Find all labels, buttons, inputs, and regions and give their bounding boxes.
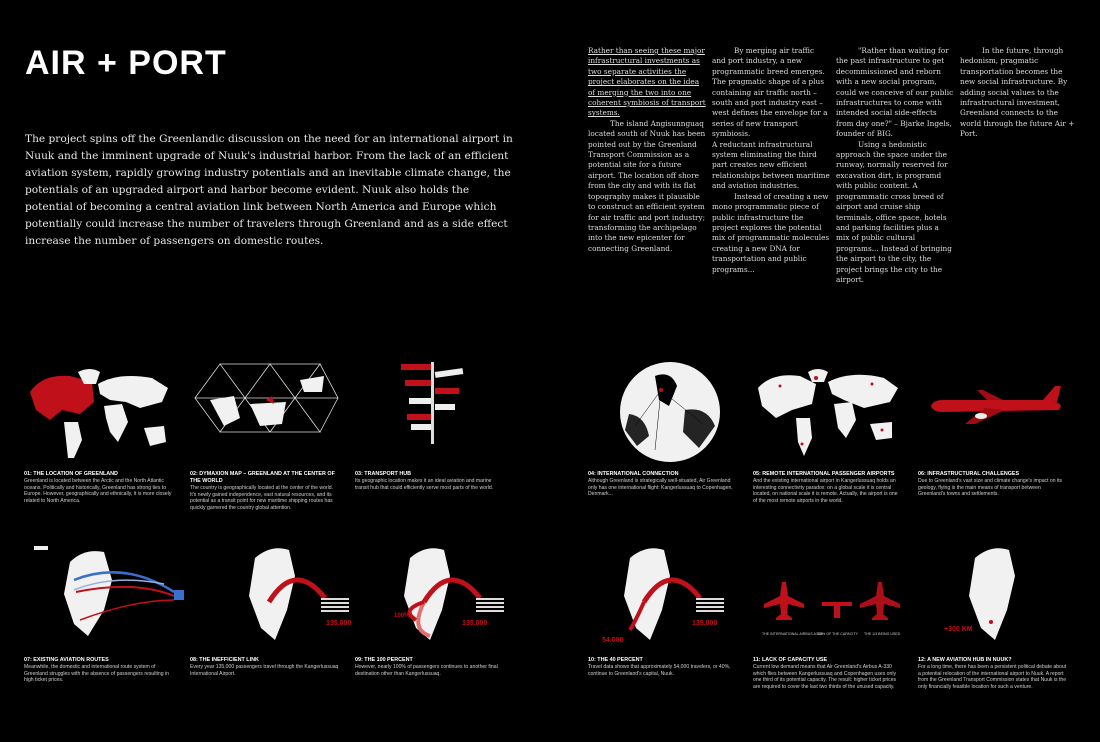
figure-caption xyxy=(918,471,1068,498)
column-paragraph: In the future, through hedonism, pragmatic transportation becomes the new social infrastructure. By adding social values to the infrastructural investment, Greenland connects to the world through the future Air + Port. xyxy=(960,46,1075,139)
figure-caption xyxy=(355,471,505,491)
caption-title: 10: THE 40 PERCENT xyxy=(588,657,643,663)
caption-text: However, nearly 100% of passengers continues to another final destination other than Kangerlussuaq. xyxy=(355,664,498,677)
airplane-photo-figure xyxy=(925,386,1065,426)
passenger-count-label: 54.000 xyxy=(602,637,624,644)
caption-title: 04: INTERNATIONAL CONNECTION xyxy=(588,471,679,477)
figure-caption xyxy=(24,471,174,504)
caption-text: Travel data shows that approximately 54,000 travelers, or 40%, continue to Greenland's capital, Nuuk. xyxy=(588,664,731,677)
caption-title: 05: REMOTE INTERNATIONAL PASSENGER AIRPORTS xyxy=(753,471,895,477)
caption-text: And the existing international airport in Kangerlussuaq holds an interesting connectivity paradox: on a global scale it is central located, on national scale it is remote. Actually, the airport is one of the most remote airports in the world. xyxy=(753,478,898,504)
caption-text: Every year 135,000 passengers travel through the Kangerlussuaq International Airport. xyxy=(190,664,339,677)
caption-title: 02: DYMAXION MAP – GREENLAND AT THE CENTER OF THE WORLD xyxy=(190,471,335,484)
figure-caption xyxy=(190,657,340,677)
caption-text: Current low demand means that Air Greenland's Airbus A-330 which flies between Kangerlussuaq and Copenhagen uses only one third of its potential capacity. The result: higher ticket prices are required to cover the last two thirds of the unused capacity. xyxy=(753,664,897,690)
forty-percent-figure xyxy=(600,540,740,648)
figure-caption xyxy=(355,657,505,677)
caption-text: Although Greenland is strategically well-situated, Air Greenland only has one international flight: Kangerlussuaq to Copenhagen, Denmark... xyxy=(588,478,733,498)
text-column-2 xyxy=(712,46,830,275)
remote-airports-map-figure xyxy=(752,364,902,460)
caption-title: 06: INFRASTRUCTURAL CHALLENGES xyxy=(918,471,1020,477)
signpost-figure xyxy=(395,358,475,446)
caption-text: Greenland is located between the Arctic and the North Atlantic oceans. Politically and historically, Greenland has strong ties to Europe. However, geographically and ethnically, it is more closely related to North America. xyxy=(24,478,172,504)
world-map-figure xyxy=(22,362,172,462)
inefficient-link-figure xyxy=(225,540,365,648)
figure-caption xyxy=(588,657,738,677)
text-column-1 xyxy=(588,46,706,254)
caption-text: Meanwhile, the domestic and international route system of Greenland struggles with the absence of passengers resulting in high ticket prices. xyxy=(24,664,169,684)
figure-caption xyxy=(24,657,174,684)
passenger-count-label: 135.000 xyxy=(692,620,718,627)
dymaxion-map-figure xyxy=(190,360,340,464)
quote-paragraph: "Rather than waiting for the past infrastructure to get decommissioned and reborn with a new social program, could we conceive of our public infrastructures to come with intended social side-effects from day one?" – Bjarke Ingels, founder of BIG. xyxy=(836,46,954,139)
caption-title: 12: A NEW AVIATION HUB IN NUUK? xyxy=(918,657,1012,663)
plane-label: THE 1/3 BEING USED xyxy=(864,632,901,636)
caption-title: 07: EXISTING AVIATION ROUTES xyxy=(24,657,109,663)
caption-title: 09: THE 100 PERCENT xyxy=(355,657,413,663)
plane-label: 100% OF THE CAPACITY xyxy=(816,632,859,636)
caption-title: 11: LACK OF CAPACITY USE xyxy=(753,657,828,663)
caption-text: Due to Greenland's vast size and climate change's impact on its geology, flying is the main means of transport between Greenland's towns and settlements. xyxy=(918,478,1063,498)
figure-caption xyxy=(918,657,1068,690)
intro-paragraph: The project spins off the Greenlandic discussion on the need for an international airport in Nuuk and the imminent upgrade of Nuuk's industrial harbor. From the lack of an efficient aviation system, rapidly growing industry potentials and an inevitable climate change, the potentials of an upgraded airport and harbor become evident. Nuuk also holds the potential of becoming a central aviation link between North America and Europe which potentially could increase the number of travelers through Greenland and as a side effect increase the number of passengers on domestic routes. xyxy=(25,133,513,247)
caption-text: Its geographic location makes it an ideal aviation and marine transit hub that could efficiently serve most parts of the world. xyxy=(355,478,494,491)
column-paragraph: The island Angisunnguaq located south of Nuuk has been pointed out by the Greenland Transport Commission as a potential site for a future airport. The location off shore from the city and with its flat topography makes it plausible to construct an efficient system for air traffic and port industry; transforming the archipelago into the new epicenter for connecting Greenland. xyxy=(588,118,706,253)
text-column-4 xyxy=(960,46,1078,140)
column-paragraph: Using a hedonistic approach the space under the runway, normally reserved for excavation dirt, is programd with public content. A programmatic cross breed of airport and cruise ship terminals, office space, hotels and parking facilities plus a mix of public cultural programs... Instead of bringing the airport to the city, the project brings the city to the airport. xyxy=(836,139,952,284)
plane-label: THE INTERNATIONAL AIRBUS A 330 xyxy=(762,632,823,636)
hundred-percent-figure xyxy=(380,540,520,648)
caption-text: For a long time, there has been a persistent political debate about a potential relocation of the international airport to Nuuk. A report from the Greenland Transport Commission states that Nuuk is the only financially feasible location for such a venture. xyxy=(918,664,1067,690)
passenger-count-label: 135.000 xyxy=(462,620,488,627)
caption-title: 03: TRANSPORT HUB xyxy=(355,471,412,477)
column-paragraph: Instead of creating a new mono programmatic piece of public infrastructure the project explores the potential mix of programmatic molecules creating a new DNA for transportation and public programs... xyxy=(712,191,830,274)
page-title: AIR + PORT xyxy=(25,44,227,82)
figure-caption xyxy=(190,471,340,511)
text-column-3 xyxy=(836,46,954,285)
column-paragraph: A reductant infrastructural system eliminating the third part creates new efficient relationships between maritime and aviation industries. xyxy=(712,139,830,191)
figure-caption xyxy=(753,471,903,504)
percent-label: 100% xyxy=(394,613,410,619)
caption-title: 01: THE LOCATION OF GREENLAND xyxy=(24,471,118,477)
column-lead: Rather than seeing these major infrastructural investments as two separate activities the project elaborates on the idea of merging the two into one coherent symbiosis of transport systems. xyxy=(588,46,706,118)
capacity-planes-figure xyxy=(760,580,910,620)
figure-caption xyxy=(753,657,903,690)
distance-label: +300 KM xyxy=(944,626,973,633)
column-paragraph: By merging air traffic and port industry, a new programmatic breed emerges. The pragmatic shape of a plus containing air traffic north – south and port industry east – west defines the envelope for a series of new transport symbiosis. xyxy=(712,46,828,139)
caption-text: The country is geographically located at the center of the world. It's newly gained independence, vast natural resources, and its potential as a transit point for new maritime shipping routes has quickly garnered the country global attention. xyxy=(190,485,333,511)
caption-title: 08: THE INEFFICIENT LINK xyxy=(190,657,259,663)
figure-caption xyxy=(588,471,738,498)
passenger-count-label: 135.000 xyxy=(326,620,352,627)
aviation-routes-figure xyxy=(24,540,194,648)
globe-figure xyxy=(615,360,725,464)
